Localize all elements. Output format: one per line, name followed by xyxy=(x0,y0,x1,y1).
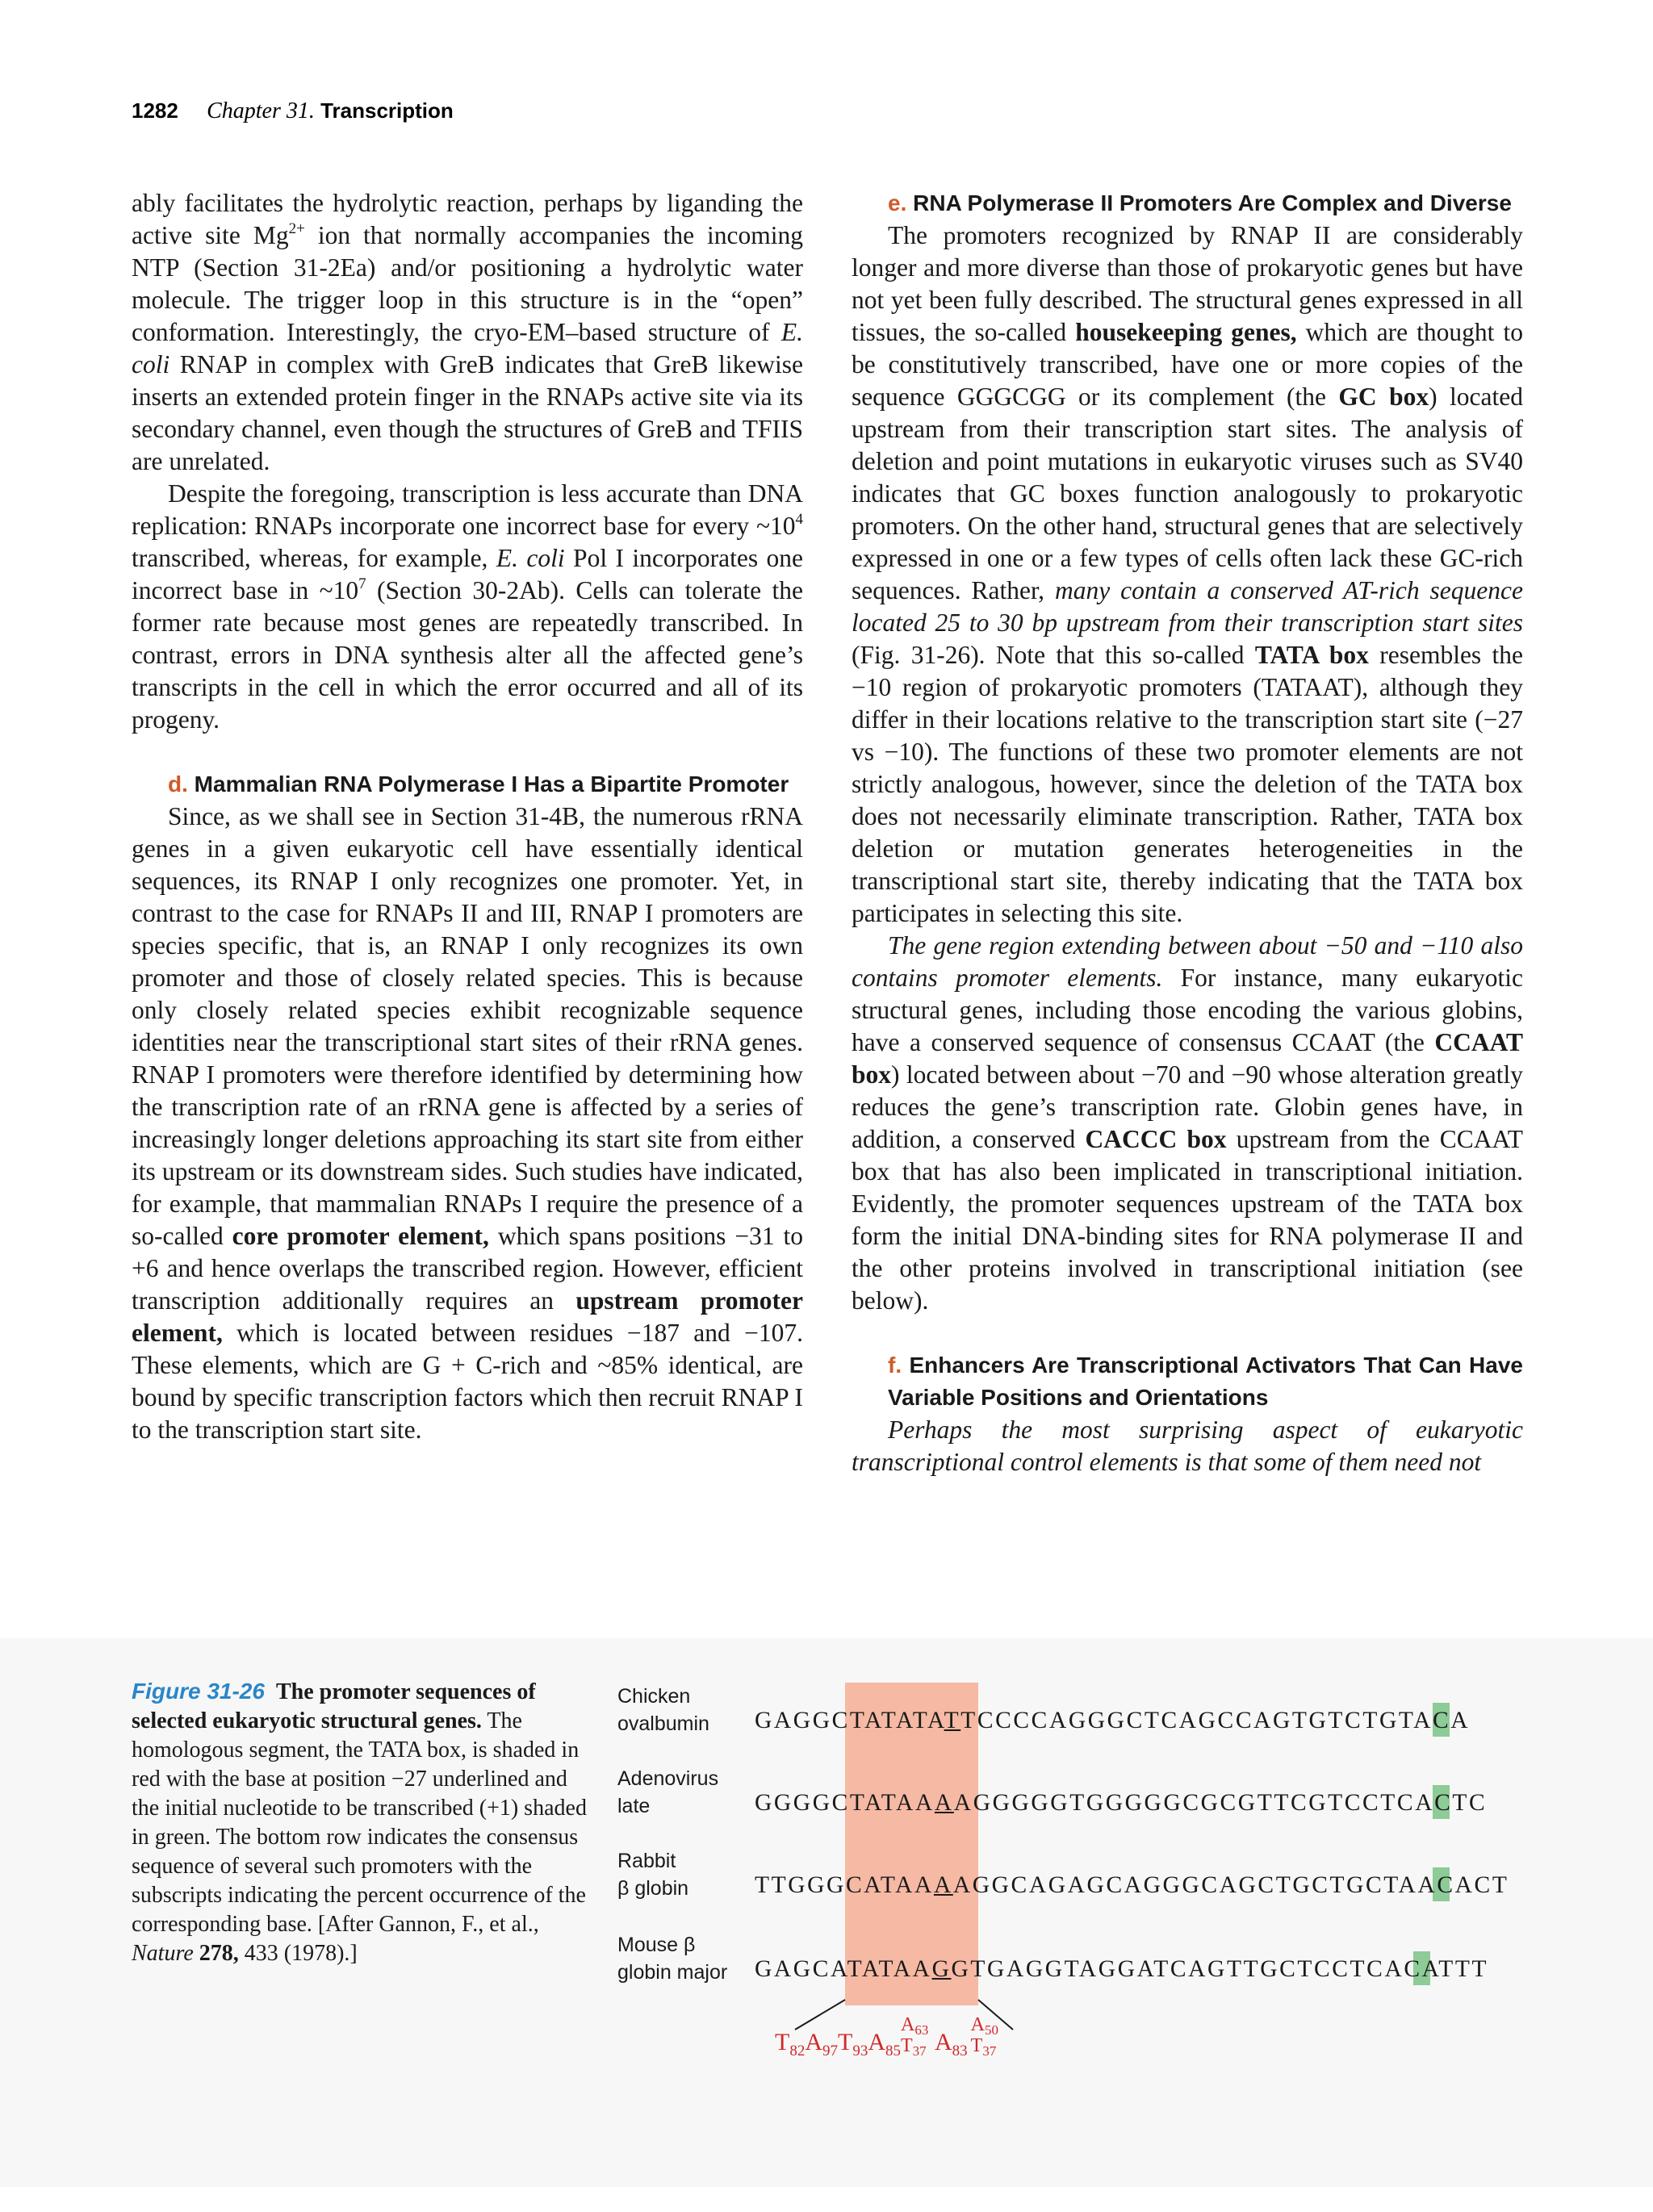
sequence-row: GAGCATATAAGGTGAGGTAGGATCAGTTGCTCCTCACATTT xyxy=(755,1956,1489,1982)
figure-title: The promoter sequences of selected eukaryotic structural genes. xyxy=(132,1679,536,1733)
species-label: Chicken ovalbumin xyxy=(617,1685,709,1735)
sequence-row: TTGGGCATAAAAGGCAGAGCAGGGCAGCTGCTGCTAACACT xyxy=(755,1872,1509,1898)
chapter-label: Chapter 31. xyxy=(207,98,315,123)
section-heading-f: f. Enhancers Are Transcriptional Activators That Can Have Variable Positions and Orientations xyxy=(888,1353,1523,1410)
paragraph: The promoters recognized by RNAP II are considerably longer and more diverse than those of prokaryotic genes but have not yet been fully described. The structural genes expressed in all tissues, the so-called housekeeping genes, which are thought to be constitutively transcribed, have one or more copies of the sequence GGGCGG or its complement (the GC box) located upstream from their transcription start sites. The analysis of deletion and point mutations in eukaryotic viruses such as SV40 indicates that GC boxes function analogously to prokaryotic promoters. On the other hand, structural genes that are selectively expressed in one or a few types of cells often lack these GC-rich sequences. Rather, many contain a conserved AT-rich sequence located 25 to 30 bp upstream from their transcription start sites (Fig. 31-26). Note that this so-called TATA box resembles the −10 region of prokaryotic promoters (TATAAT), although they differ in their locations relative to the transcription start site (−27 vs −10). The functions of these two promoter elements are not strictly analogous, however, since the deletion of the TATA box does not necessarily eliminate transcription. Rather, TATA box deletion or mutation generates heterogeneities in the transcriptional start site, thereby indicating that the TATA box participates in selecting this site. xyxy=(852,221,1523,927)
paragraph: The gene region extending between about −50 and −110 also contains promoter elements. For instance, many eukaryotic structural genes, including those encoding the various globins, have a conserved sequence of consensus CCAAT (the CCAAT box) located between about −70 and −90 whose alteration greatly reduces the gene’s transcription rate. Globin genes have, in addition, a conserved CACCC box upstream from the CCAAT box that has also been implicated in transcriptional initiation. Evidently, the promoter sequences upstream of the TATA box form the initial DNA-binding sites for RNA polymerase II and the other proteins involved in transcriptional initiation (see below). xyxy=(852,931,1524,1315)
consensus-sequence: $T_{82}A_{97}T_{93}A_{85}$ $A_{63}$ $T_{37}$ $A_{83}$ $A_{50}$ $T_{37}$ xyxy=(775,2014,999,2059)
paragraph: ably facilitates the hydrolytic reaction, perhaps by liganding the active site $Mg^{2+}$ ion that normally accompanies the incoming NTP (Section 31-2Ea) and/or positioning a hydrolytic water molecule. The trigger loop in this structure is in the “open” conformation. Interestingly, the cryo-EM–based structure of E. coli RNAP in complex with GreB indicates that GreB likewise inserts an extended protein finger in the RNAPs active site via its secondary channel, even though the structures of GreB and TFIIS are unrelated. xyxy=(132,189,803,475)
figure-caption: Figure 31-26 The promoter sequences of selected eukaryotic structural genes. The homologous segment, the TATA box, is shaded in red with the base at position −27 underlined and the initial nucleotide to be transcribed (+1) shaded in green. The bottom row indicates the consensus sequence of several such promoters with the subscripts indicating the percent occurrence of the corresponding base. [After Gannon, F., et al., Nature 278, 433 (1978).] xyxy=(132,1679,587,1966)
species-label: Rabbit β globin xyxy=(617,1850,689,1900)
species-label: Adenovirus late xyxy=(617,1767,719,1817)
sequence-row: GAGGCTATATATTCCCCAGGGCTCAGCCAGTGTCTGTACA xyxy=(755,1708,1471,1733)
sequence-row: GGGGCTATAAAAGGGGGTGGGGGCGCGTTCGTCCTCACTC xyxy=(755,1790,1488,1816)
section-heading-d: d. Mammalian RNA Polymerase I Has a Bipartite Promoter xyxy=(168,771,789,797)
chapter-title: Transcription xyxy=(320,98,454,123)
paragraph: Since, as we shall see in Section 31-4B, the numerous rRNA genes in a given eukaryotic cell have essentially identical sequences, its RNAP I only recognizes one promoter. Yet, in contrast to the case for RNAPs II and III, RNAP I promoters are species specific, that is, an RNAP I only recognizes its own promoter and those of closely related species. This is because only closely related species exhibit recognizable sequence identities near the transcriptional start sites of their rRNA genes. RNAP I promoters were therefore identified by determining how the transcription rate of an rRNA gene is affected by a series of increasingly longer deletions approaching its start site from either its upstream or its downstream sides. Such studies have indicated, for example, that mammalian RNAPs I require the presence of a so-called core promoter element, which spans positions −31 to +6 and hence overlaps the transcribed region. However, efficient transcription additionally requires an upstream promoter element, which is located between residues −187 and −107. These elements, which are G + C-rich and ~85% identical, are bound by specific transcription factors which then recruit RNAP I to the transcription start site. xyxy=(132,802,803,1444)
species-label: Mouse β globin major xyxy=(617,1934,728,1984)
section-heading-e: e. RNA Polymerase II Promoters Are Complex and Diverse xyxy=(888,190,1512,215)
paragraph: Perhaps the most surprising aspect of eukaryotic transcriptional control elements is that some of them need not xyxy=(852,1415,1523,1476)
figure-label: Figure 31-26 xyxy=(132,1679,265,1704)
paragraph: Despite the foregoing, transcription is less accurate than DNA replication: RNAPs incorporate one incorrect base for every $\sim 10^4$ transcribed, whereas, for example, E. coli Pol I incorporates one incorrect base in $\sim 10^7$ (Section 30-2Ab). Cells can tolerate the former rate because most genes are repeatedly transcribed. In contrast, errors in DNA synthesis alter all the affected gene’s transcripts in the cell in which the error occurred and all of its progeny. xyxy=(132,479,803,734)
page-number: 1282 xyxy=(132,98,178,123)
